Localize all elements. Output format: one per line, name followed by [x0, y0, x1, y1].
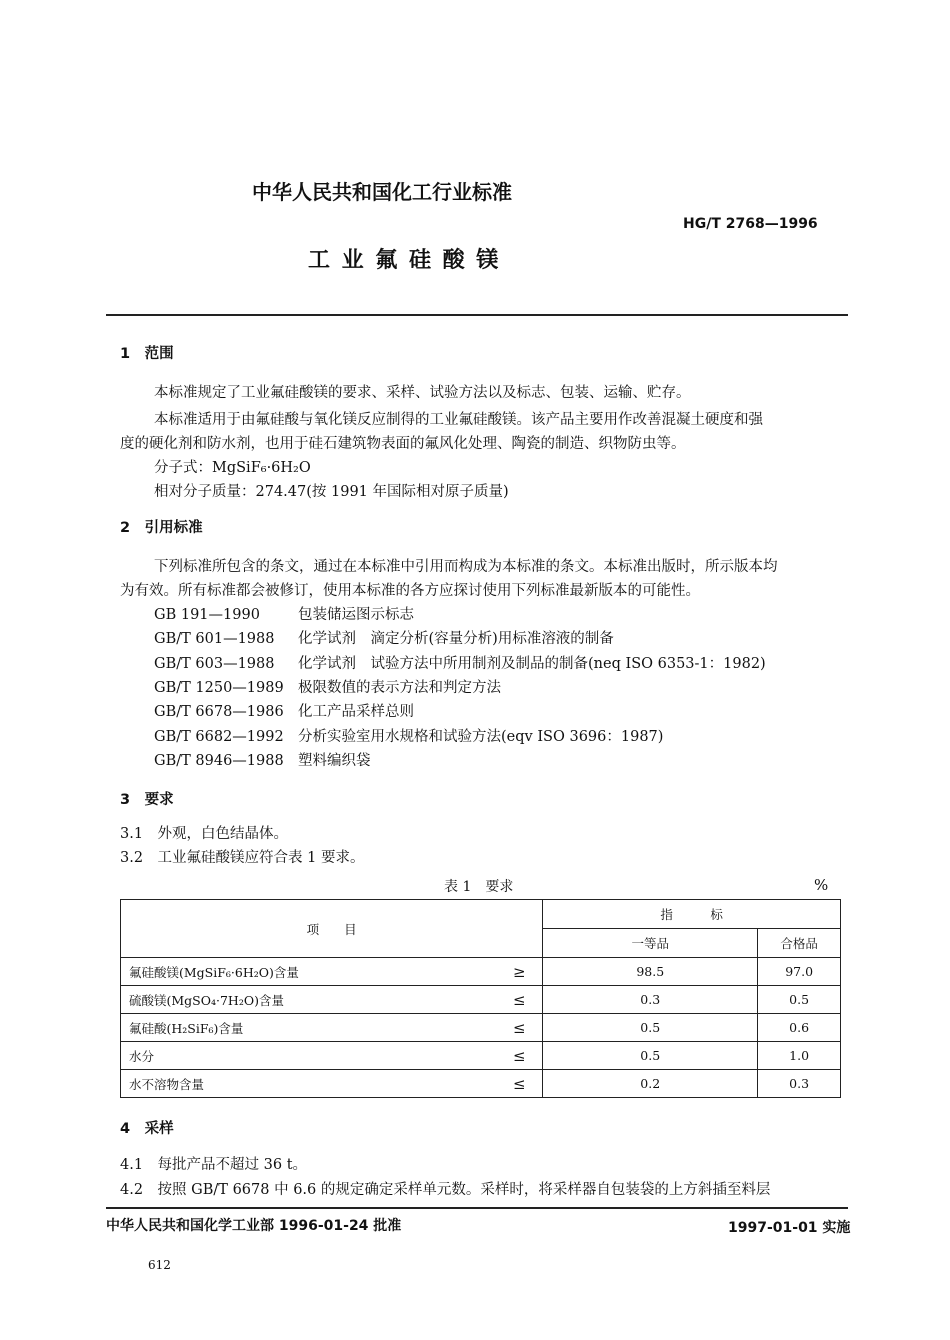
table-row	[121, 1014, 841, 1042]
page-number: 612	[148, 1258, 171, 1272]
reference-item	[154, 627, 614, 651]
molecular-mass: 相对分子质量：274.47(按 1991 年国际相对原子质量)	[154, 484, 509, 500]
row-value-grade-1: 0.5	[543, 1014, 758, 1042]
approval-line: 中华人民共和国化学工业部 1996-01-24 批准	[106, 1218, 402, 1234]
section-3-heading: 3 要求	[120, 792, 174, 808]
section-1-paragraph-2-line-1: 本标准适用于由氟硅酸与氧化镁反应制得的工业氟硅酸镁。该产品主要用作改善混凝土硬度和强	[154, 412, 763, 428]
reference-item	[154, 676, 501, 700]
row-value-grade-2: 97.0	[758, 958, 841, 986]
row-symbol: ≥	[496, 958, 543, 986]
row-item: 氟硅酸(H₂SiF₆)含量	[121, 1014, 497, 1042]
reference-item	[154, 725, 663, 749]
clause-4-1: 4.1 每批产品不超过 36 t。	[120, 1157, 308, 1173]
table-header-row	[121, 900, 841, 929]
row-value-grade-1: 98.5	[543, 958, 758, 986]
row-value-grade-1: 0.2	[543, 1070, 758, 1098]
section-4-heading: 4 采样	[120, 1121, 174, 1137]
clause-4-2: 4.2 按照 GB/T 6678 中 6.6 的规定确定采样单元数。采样时，将采样器自包装袋的上方斜插至料层	[120, 1182, 771, 1198]
row-value-grade-2: 0.5	[758, 986, 841, 1014]
row-item: 水分	[121, 1042, 497, 1070]
row-value-grade-2: 0.3	[758, 1070, 841, 1098]
standard-code: HG/T 2768—1996	[683, 216, 818, 232]
table-row	[121, 986, 841, 1014]
table-row	[121, 1070, 841, 1098]
clause-3-1: 3.1 外观，白色结晶体。	[120, 826, 289, 842]
table-row	[121, 958, 841, 986]
footer-rule	[106, 1207, 848, 1209]
reference-code: GB/T 1250—1989	[154, 680, 284, 696]
row-item: 水不溶物含量	[121, 1070, 497, 1098]
row-value-grade-1: 0.3	[543, 986, 758, 1014]
section-2-heading: 2 引用标准	[120, 520, 203, 536]
reference-item	[154, 652, 766, 676]
reference-title: 化学试剂 滴定分析(容量分析)用标准溶液的制备	[298, 631, 614, 647]
org-title: 中华人民共和国化工行业标准	[252, 180, 512, 204]
reference-title: 极限数值的表示方法和判定方法	[298, 680, 501, 696]
clause-3-2: 3.2 工业氟硅酸镁应符合表 1 要求。	[120, 850, 365, 866]
reference-title: 化工产品采样总则	[298, 704, 414, 720]
reference-code: GB/T 601—1988	[154, 631, 275, 647]
section-2-paragraph-line-1: 下列标准所包含的条文，通过在本标准中引用而构成为本标准的条文。本标准出版时，所示版本均	[154, 559, 778, 575]
reference-code: GB/T 8946—1988	[154, 753, 284, 769]
reference-code: GB/T 6682—1992	[154, 729, 284, 745]
section-1-heading: 1 范围	[120, 346, 174, 362]
row-value-grade-1: 0.5	[543, 1042, 758, 1070]
row-symbol: ≤	[496, 1070, 543, 1098]
table-unit: %	[814, 876, 829, 894]
header-rule	[106, 314, 848, 316]
column-header-index: 指 标	[543, 900, 841, 929]
requirements-table	[120, 899, 841, 1098]
row-symbol: ≤	[496, 1042, 543, 1070]
reference-title: 分析实验室用水规格和试验方法(eqv ISO 3696：1987)	[298, 729, 664, 745]
row-item: 氟硅酸镁(MgSiF₆·6H₂O)含量	[121, 958, 497, 986]
table-row	[121, 1042, 841, 1070]
column-header-grade-1: 一等品	[543, 929, 758, 958]
column-header-item: 项 目	[121, 900, 543, 958]
reference-code: GB/T 603—1988	[154, 656, 275, 672]
row-value-grade-2: 0.6	[758, 1014, 841, 1042]
table-caption: 表 1 要求	[444, 879, 514, 895]
row-item: 硫酸镁(MgSO₄·7H₂O)含量	[121, 986, 497, 1014]
column-header-grade-2: 合格品	[758, 929, 841, 958]
molecular-formula: 分子式：MgSiF₆·6H₂O	[154, 460, 311, 476]
reference-title: 包装储运图示标志	[298, 607, 414, 623]
section-1-paragraph-2-line-2: 度的硬化剂和防水剂，也用于硅石建筑物表面的氟风化处理、陶瓷的制造、织物防虫等。	[120, 436, 686, 452]
section-1-paragraph-1: 本标准规定了工业氟硅酸镁的要求、采样、试验方法以及标志、包装、运输、贮存。	[154, 385, 691, 401]
reference-item	[154, 700, 414, 724]
reference-code: GB 191—1990	[154, 607, 260, 623]
section-2-paragraph-line-2: 为有效。所有标准都会被修订，使用本标准的各方应探讨使用下列标准最新版本的可能性。	[120, 583, 700, 599]
doc-title: 工 业 氟 硅 酸 镁	[308, 248, 501, 273]
row-symbol: ≤	[496, 986, 543, 1014]
reference-title: 化学试剂 试验方法中所用制剂及制品的制备(neq ISO 6353-1：1982)	[298, 656, 766, 672]
reference-item	[154, 603, 414, 627]
reference-title: 塑料编织袋	[298, 753, 371, 769]
reference-code: GB/T 6678—1986	[154, 704, 284, 720]
row-symbol: ≤	[496, 1014, 543, 1042]
reference-item	[154, 749, 371, 773]
row-value-grade-2: 1.0	[758, 1042, 841, 1070]
effective-date: 1997-01-01 实施	[728, 1220, 851, 1236]
